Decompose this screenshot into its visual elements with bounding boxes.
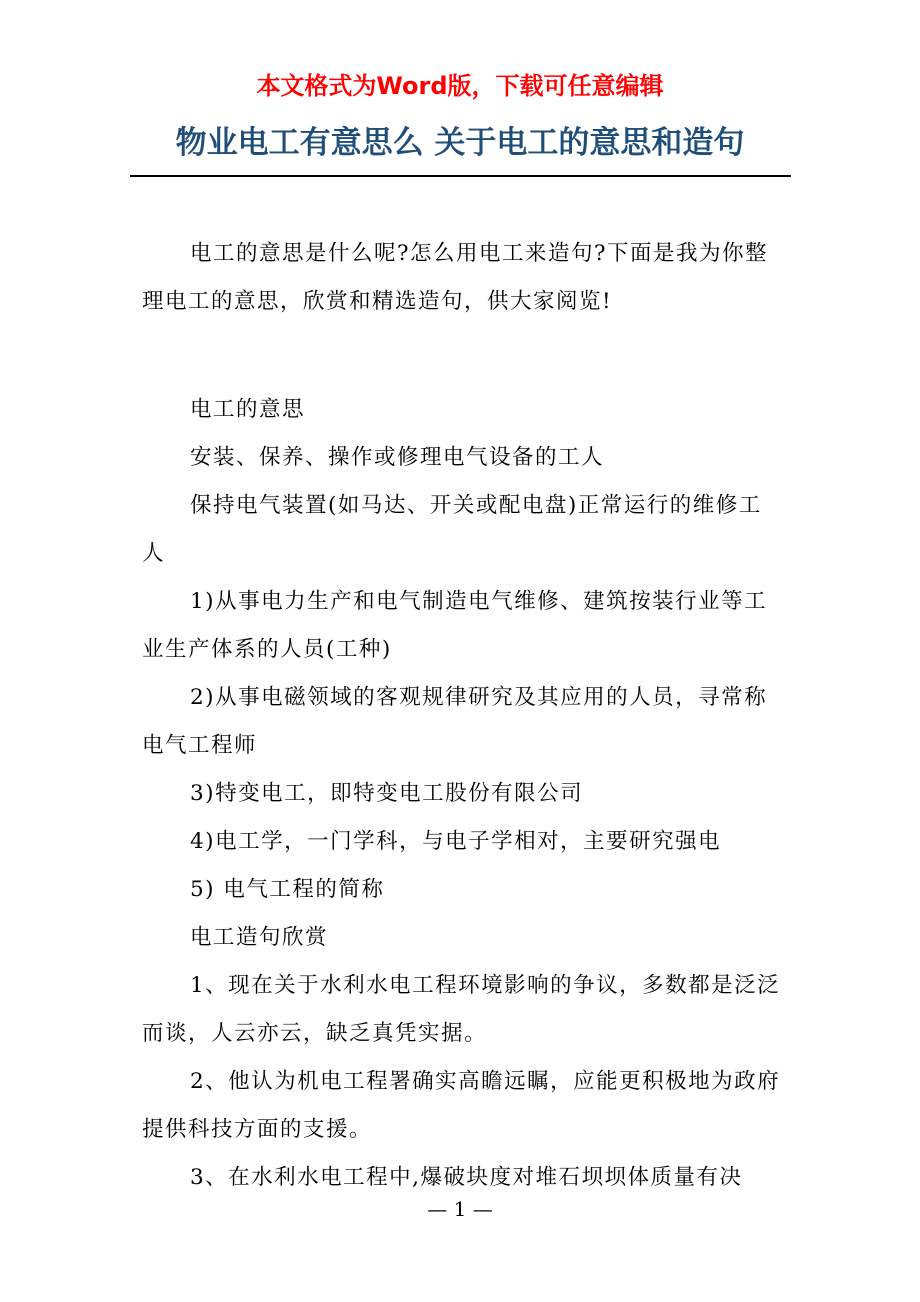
example-sentence: 3、在水利水电工程中,爆破块度对堆石坝坝体质量有决 [190, 1165, 743, 1190]
intro-paragraph: 电工的意思是什么呢?怎么用电工来造句?下面是我为你整理电工的意思，欣赏和精选造句，供大家阅览! [142, 241, 769, 314]
page-number: — 1 — [427, 1197, 493, 1221]
section-heading-examples: 电工造句欣赏 [190, 925, 329, 950]
definition-paragraph: 保持电气装置(如马达、开关或配电盘)正常运行的维修工人 [142, 493, 762, 566]
example-sentence: 1、现在关于水利水电工程环境影响的争议，多数都是泛泛而谈，人云亦云，缺乏真凭实据。 [142, 973, 781, 1046]
definition-paragraph: 2)从事电磁领域的客观规律研究及其应用的人员，寻常称电气工程师 [142, 685, 768, 758]
example-sentence: 2、他认为机电工程署确实高瞻远瞩，应能更积极地为政府提供科技方面的支援。 [142, 1069, 781, 1142]
section-heading-meaning: 电工的意思 [190, 397, 306, 422]
definition-paragraph: 3)特变电工，即特变电工股份有限公司 [190, 781, 584, 806]
page-title: 物业电工有意思么 关于电工的意思和造句 [175, 125, 745, 161]
definition-paragraph: 安装、保养、操作或修理电气设备的工人 [190, 445, 605, 470]
definition-paragraph: 1)从事电力生产和电气制造电气维修、建筑按装行业等工业生产体系的人员(工种) [142, 589, 768, 662]
paragraph-spacer [142, 326, 782, 386]
title-divider [130, 175, 791, 177]
definition-paragraph: 4)电工学，一门学科，与电子学相对，主要研究强电 [190, 829, 722, 854]
definition-paragraph: 5) 电气工程的简称 [190, 877, 385, 902]
document-body [142, 230, 782, 1202]
format-banner: 本文格式为Word版，下载可任意编辑 [256, 72, 664, 100]
